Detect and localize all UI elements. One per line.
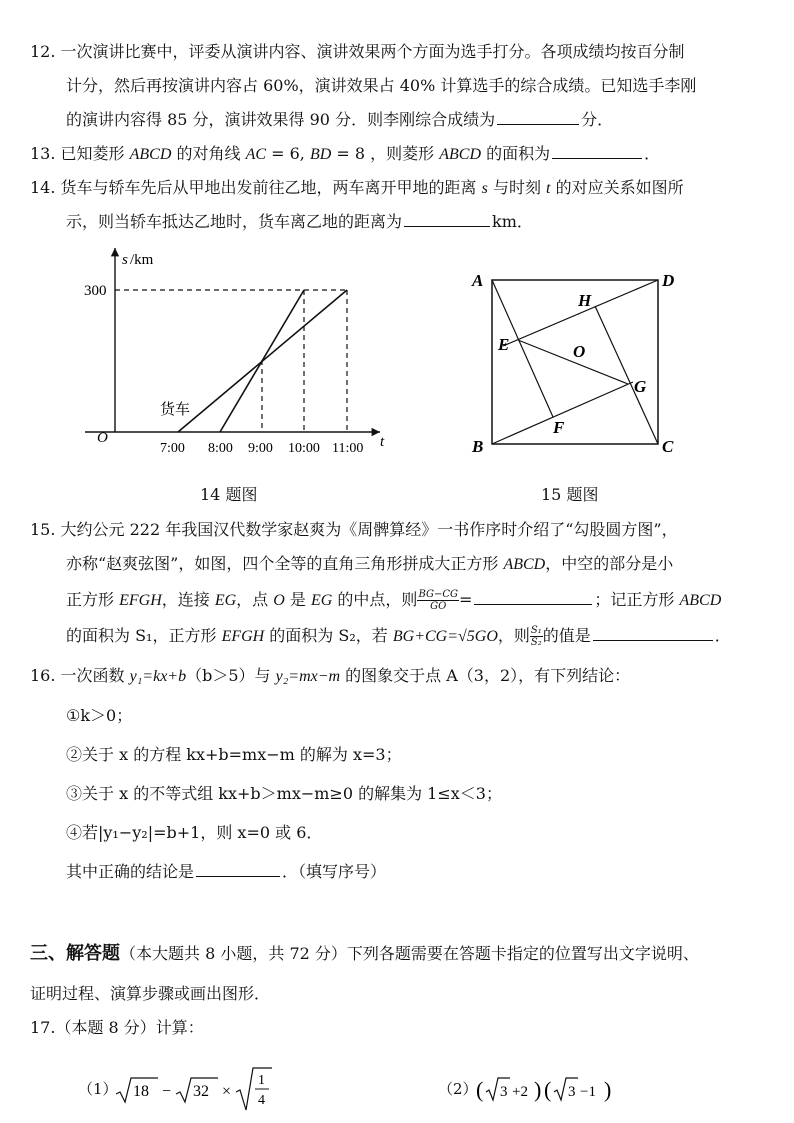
minus-sign: − <box>162 1083 172 1100</box>
q15-eg2: EG <box>311 592 333 609</box>
q13-line <box>30 144 660 165</box>
q17-part1-label: （1） <box>78 1080 118 1098</box>
q13-abcd2: ABCD <box>439 146 482 163</box>
figure-14-caption: 14 题图 <box>200 485 258 504</box>
label-g: G <box>634 377 647 396</box>
q15-fraction-1 <box>417 589 459 612</box>
q15-text-l: 的值是 <box>542 626 591 645</box>
q16-y1: y₁=kx+b <box>129 668 187 685</box>
q13-eq2: = 8 ，则菱形 <box>331 144 440 163</box>
q13-ac: AC <box>245 146 267 163</box>
x-tick-8: 8:00 <box>208 441 233 456</box>
q13-text-a: 13. 已知菱形 <box>30 144 130 163</box>
q15-text-a: 亦称“赵爽弦图”，如图，四个全等的直角三角形拼成大正方形 <box>66 554 504 573</box>
label-a: A <box>472 271 484 290</box>
q15-eg: EG <box>214 592 237 609</box>
q17-head: 17.（本题 8 分）计算： <box>30 1018 204 1037</box>
q15-o: O <box>273 592 285 609</box>
q15-text-f: 是 <box>284 590 312 609</box>
q17-part2-expression <box>476 1068 626 1108</box>
section-3-intro: （本大题共 8 小题，共 72 分）下列各题需要在答题卡指定的位置写出文字说明、 <box>120 944 699 963</box>
q15-text-k: ，则 <box>497 626 530 645</box>
q15-fraction-1-den: GO <box>430 601 447 612</box>
truck-label: 货车 <box>160 402 191 418</box>
label-e: E <box>498 335 510 354</box>
q14-line2 <box>66 212 533 232</box>
q16-answer-blank[interactable] <box>196 862 280 877</box>
times-sign: × <box>222 1083 232 1100</box>
minus-one: −1 <box>580 1084 596 1100</box>
q12-line1: 12. 一次演讲比赛中，评委从演讲内容、演讲效果两个方面为选手打分。各项成绩均按百分制 <box>30 42 685 61</box>
q16-y2: y₂=mx−m <box>275 668 341 685</box>
frac-numerator: 1 <box>258 1073 265 1088</box>
q16-conclusion-4: ④若|y₁−y₂|=b+1，则 x=0 或 6． <box>66 823 323 842</box>
q15-text-c: 正方形 <box>66 590 120 609</box>
q17-part1-expression <box>114 1064 284 1114</box>
label-h: H <box>578 291 592 310</box>
q13-abcd: ABCD <box>129 146 172 163</box>
q15-answer-blank-1[interactable] <box>474 590 592 605</box>
q16-line1 <box>30 666 630 687</box>
q15-eq: = <box>458 590 473 609</box>
paren-open-1: ( <box>476 1077 484 1102</box>
q14-text-c: 的对应关系如图所 <box>550 178 684 197</box>
q14-text-a: 14. 货车与轿车先后从甲地出发前往乙地，两车离开甲地的距离 <box>30 178 482 197</box>
q16-text-d: 其中正确的结论是 <box>66 862 195 881</box>
figure-14-graph <box>80 240 400 460</box>
x-tick-10: 10:00 <box>288 441 320 456</box>
q12-answer-blank[interactable] <box>497 110 579 125</box>
q15-efgh: EFGH <box>119 592 162 609</box>
q13-bd: BD <box>309 146 332 163</box>
x-tick-11: 11:00 <box>332 441 364 456</box>
y-axis-label-unit: /km <box>130 252 154 268</box>
q16-text-a: 16. 一次函数 <box>30 666 130 685</box>
q16-text-b: （b＞5）与 <box>186 666 276 685</box>
q15-efgh2: EFGH <box>221 628 265 645</box>
q15-fraction-2-den: S₂ <box>530 637 542 648</box>
figure-15-caption: 15 题图 <box>541 485 599 504</box>
label-o: O <box>573 342 586 361</box>
paren-open-2: ( <box>544 1077 552 1102</box>
q15-text-h: ；记正方形 <box>594 590 680 609</box>
q12-line3 <box>66 110 613 130</box>
frac-denominator: 4 <box>258 1093 265 1108</box>
q15-end: ． <box>714 626 731 645</box>
q16-conclusion-2: ②关于 x 的方程 kx+b=mx−m 的解为 x=3； <box>66 745 402 764</box>
q15-fraction-2-num: S₁ <box>530 625 542 636</box>
x-axis-label: t <box>380 434 385 450</box>
sqrt-3-radicand-2: 3 <box>568 1084 576 1100</box>
y-axis-label-var: s <box>122 252 128 268</box>
q15-condition: BG+CG=√5GO <box>392 628 498 645</box>
q13-text-b: 的对角线 <box>171 144 246 163</box>
q15-fraction-1-num: BG−CG <box>418 589 458 600</box>
label-f: F <box>553 418 565 437</box>
section-3-title: 三、解答题 <box>30 943 120 964</box>
y-tick-300: 300 <box>84 283 107 299</box>
q15-text-g: 的中点，则 <box>332 590 418 609</box>
q17-part1 <box>78 1064 298 1114</box>
q15-text-d: ，连接 <box>161 590 215 609</box>
q14-t: t <box>546 180 551 197</box>
x-tick-9: 9:00 <box>248 441 273 456</box>
q16-conclusion-1: ①k＞0； <box>66 706 133 725</box>
sqrt-32-radicand: 32 <box>193 1083 209 1100</box>
q14-unit: km． <box>492 212 533 231</box>
q15-abcd: ABCD <box>503 556 546 573</box>
x-tick-7: 7:00 <box>160 441 185 456</box>
q12-unit: 分． <box>581 110 614 129</box>
q15-text-j: 的面积为 S₂，若 <box>264 626 393 645</box>
q15-line3 <box>66 589 721 612</box>
q13-answer-blank[interactable] <box>552 144 642 159</box>
q15-text-b: ，中空的部分是小 <box>545 554 674 573</box>
q16-line6 <box>66 862 386 882</box>
q16-text-c: 的图象交于点 A（3，2），有下列结论： <box>340 666 631 685</box>
q15-answer-blank-2[interactable] <box>593 626 713 641</box>
sqrt-18-radicand: 18 <box>133 1083 149 1100</box>
q15-text-e: ，点 <box>236 590 274 609</box>
q15-line4 <box>66 625 731 648</box>
label-c: C <box>662 437 674 456</box>
sqrt-3-radicand-1: 3 <box>500 1084 508 1100</box>
q15-text-i: 的面积为 S₁，正方形 <box>66 626 222 645</box>
q16-text-e: ．（填写序号） <box>282 862 387 881</box>
section-3-line1 <box>30 944 699 964</box>
figure-15-zhao-shuang-diagram <box>468 262 688 462</box>
square-abcd <box>492 280 658 444</box>
q15-fraction-2 <box>530 625 543 648</box>
q17-part2 <box>438 1064 638 1114</box>
q14-answer-blank[interactable] <box>404 212 490 227</box>
q15-line2 <box>66 554 673 575</box>
label-d: D <box>662 271 675 290</box>
q12-line2: 计分，然后再按演讲内容占 60%，演讲效果占 40% 计算选手的综合成绩。已知选手李刚 <box>66 76 697 95</box>
q13-text-c: 的面积为 <box>481 144 551 163</box>
q13-end: ． <box>644 144 661 163</box>
section-3-line2: 证明过程、演算步骤或画出图形． <box>30 984 271 1003</box>
segment-d-h <box>503 280 658 346</box>
q17-part2-label: （2） <box>438 1080 478 1098</box>
q14-text-d: 示，则当轿车抵达乙地时，货车离乙地的距离为 <box>66 212 403 231</box>
q15-abcd2: ABCD <box>679 592 722 609</box>
paren-close-2: ) <box>604 1077 612 1102</box>
q14-text-b: 与时刻 <box>487 178 547 197</box>
q12-text: 的演讲内容得 85 分，演讲效果得 90 分．则李刚综合成绩为 <box>66 110 496 129</box>
q15-line1: 15. 大约公元 222 年我国汉代数学家赵爽为《周髀算经》一书作序时介绍了“勾股圆方图”， <box>30 520 678 539</box>
label-b: B <box>472 437 484 456</box>
q14-line1 <box>30 178 684 199</box>
paren-close-1: ) <box>534 1077 542 1102</box>
origin-label: O <box>97 430 108 446</box>
car-line <box>220 290 304 432</box>
q13-eq1: = 6, <box>266 144 310 163</box>
q16-conclusion-3: ③关于 x 的不等式组 kx+b＞mx−m≥0 的解集为 1≤x＜3； <box>66 784 502 803</box>
plus-two: +2 <box>512 1084 528 1100</box>
q14-s: s <box>481 180 488 197</box>
